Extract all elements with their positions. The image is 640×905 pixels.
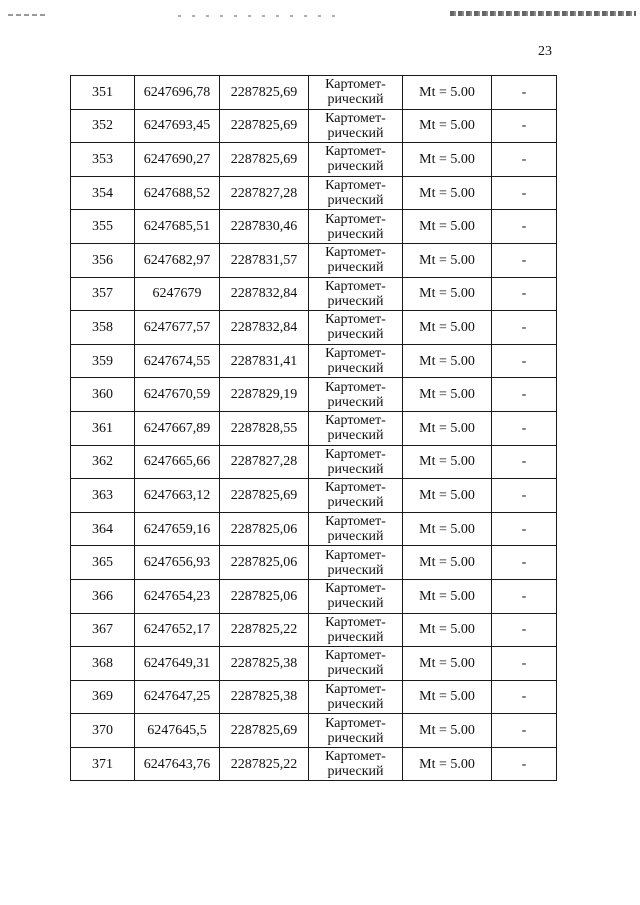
y-coordinate-cell: 2287825,69 xyxy=(220,109,309,143)
accuracy-cell: Mt = 5.00 xyxy=(403,143,492,177)
method-line-2: рический xyxy=(327,730,384,746)
method-line-1: Картомет- xyxy=(325,178,386,194)
y-coordinate-cell: 2287825,69 xyxy=(220,143,309,177)
method-line-2: рический xyxy=(327,159,384,175)
table-row xyxy=(71,411,557,445)
note-cell: - xyxy=(492,546,557,580)
method-cell xyxy=(309,546,403,580)
method-line-2: рический xyxy=(327,293,384,309)
accuracy-cell: Mt = 5.00 xyxy=(403,546,492,580)
table-row xyxy=(71,445,557,479)
y-coordinate-cell: 2287832,84 xyxy=(220,277,309,311)
method-cell xyxy=(309,378,403,412)
accuracy-cell: Mt = 5.00 xyxy=(403,714,492,748)
x-coordinate-cell: 6247663,12 xyxy=(135,479,220,513)
x-coordinate-cell: 6247647,25 xyxy=(135,680,220,714)
accuracy-cell: Mt = 5.00 xyxy=(403,479,492,513)
accuracy-cell: Mt = 5.00 xyxy=(403,647,492,681)
note-cell: - xyxy=(492,479,557,513)
method-line-2: рический xyxy=(327,260,384,276)
accuracy-cell: Mt = 5.00 xyxy=(403,76,492,110)
method-line-2: рический xyxy=(327,428,384,444)
table-row xyxy=(71,311,557,345)
point-number-cell: 354 xyxy=(71,176,135,210)
x-coordinate-cell: 6247685,51 xyxy=(135,210,220,244)
method-line-2: рический xyxy=(327,764,384,780)
point-number-cell: 363 xyxy=(71,479,135,513)
note-cell: - xyxy=(492,344,557,378)
x-coordinate-cell: 6247674,55 xyxy=(135,344,220,378)
y-coordinate-cell: 2287825,38 xyxy=(220,680,309,714)
x-coordinate-cell: 6247667,89 xyxy=(135,411,220,445)
y-coordinate-cell: 2287825,06 xyxy=(220,579,309,613)
accuracy-cell: Mt = 5.00 xyxy=(403,109,492,143)
table-row xyxy=(71,109,557,143)
table-row xyxy=(71,143,557,177)
method-cell xyxy=(309,411,403,445)
point-number-cell: 365 xyxy=(71,546,135,580)
accuracy-cell: Mt = 5.00 xyxy=(403,378,492,412)
table-row xyxy=(71,277,557,311)
note-cell: - xyxy=(492,243,557,277)
point-number-cell: 367 xyxy=(71,613,135,647)
note-cell: - xyxy=(492,445,557,479)
x-coordinate-cell: 6247654,23 xyxy=(135,579,220,613)
table-row xyxy=(71,714,557,748)
y-coordinate-cell: 2287831,41 xyxy=(220,344,309,378)
table-row xyxy=(71,747,557,781)
table-row xyxy=(71,512,557,546)
point-number-cell: 362 xyxy=(71,445,135,479)
x-coordinate-cell: 6247643,76 xyxy=(135,747,220,781)
method-line-1: Картомет- xyxy=(325,581,386,597)
note-cell: - xyxy=(492,176,557,210)
method-line-2: рический xyxy=(327,461,384,477)
note-cell: - xyxy=(492,680,557,714)
method-line-1: Картомет- xyxy=(325,547,386,563)
method-line-1: Картомет- xyxy=(325,614,386,630)
method-line-1: Картомет- xyxy=(325,480,386,496)
table-row xyxy=(71,243,557,277)
note-cell: - xyxy=(492,143,557,177)
method-line-1: Картомет- xyxy=(325,245,386,261)
method-line-1: Картомет- xyxy=(325,648,386,664)
table-row xyxy=(71,479,557,513)
point-number-cell: 356 xyxy=(71,243,135,277)
method-line-1: Картомет- xyxy=(325,413,386,429)
method-line-1: Картомет- xyxy=(325,749,386,765)
method-line-2: рический xyxy=(327,361,384,377)
accuracy-cell: Mt = 5.00 xyxy=(403,311,492,345)
coordinates-table xyxy=(70,75,557,781)
note-cell: - xyxy=(492,714,557,748)
y-coordinate-cell: 2287831,57 xyxy=(220,243,309,277)
method-line-2: рический xyxy=(327,562,384,578)
y-coordinate-cell: 2287827,28 xyxy=(220,445,309,479)
point-number-cell: 355 xyxy=(71,210,135,244)
method-line-2: рический xyxy=(327,663,384,679)
method-cell xyxy=(309,512,403,546)
table-row xyxy=(71,647,557,681)
scan-artifact-left xyxy=(8,14,48,16)
method-cell xyxy=(309,579,403,613)
scan-artifact-middle xyxy=(178,15,338,17)
point-number-cell: 360 xyxy=(71,378,135,412)
method-cell xyxy=(309,479,403,513)
x-coordinate-cell: 6247665,66 xyxy=(135,445,220,479)
x-coordinate-cell: 6247693,45 xyxy=(135,109,220,143)
method-cell xyxy=(309,277,403,311)
method-cell xyxy=(309,311,403,345)
point-number-cell: 366 xyxy=(71,579,135,613)
point-number-cell: 370 xyxy=(71,714,135,748)
method-line-2: рический xyxy=(327,92,384,108)
y-coordinate-cell: 2287827,28 xyxy=(220,176,309,210)
accuracy-cell: Mt = 5.00 xyxy=(403,344,492,378)
x-coordinate-cell: 6247682,97 xyxy=(135,243,220,277)
table-row xyxy=(71,378,557,412)
accuracy-cell: Mt = 5.00 xyxy=(403,680,492,714)
accuracy-cell: Mt = 5.00 xyxy=(403,579,492,613)
method-cell xyxy=(309,647,403,681)
method-line-1: Картомет- xyxy=(325,446,386,462)
accuracy-cell: Mt = 5.00 xyxy=(403,445,492,479)
table-row xyxy=(71,613,557,647)
method-cell xyxy=(309,176,403,210)
method-cell xyxy=(309,714,403,748)
method-line-2: рический xyxy=(327,696,384,712)
table-row xyxy=(71,579,557,613)
method-cell xyxy=(309,210,403,244)
note-cell: - xyxy=(492,76,557,110)
method-line-2: рический xyxy=(327,394,384,410)
note-cell: - xyxy=(492,747,557,781)
x-coordinate-cell: 6247645,5 xyxy=(135,714,220,748)
note-cell: - xyxy=(492,311,557,345)
x-coordinate-cell: 6247652,17 xyxy=(135,613,220,647)
point-number-cell: 364 xyxy=(71,512,135,546)
y-coordinate-cell: 2287825,22 xyxy=(220,613,309,647)
y-coordinate-cell: 2287830,46 xyxy=(220,210,309,244)
point-number-cell: 361 xyxy=(71,411,135,445)
accuracy-cell: Mt = 5.00 xyxy=(403,747,492,781)
accuracy-cell: Mt = 5.00 xyxy=(403,277,492,311)
table-row xyxy=(71,344,557,378)
scan-artifact-right xyxy=(450,11,636,16)
point-number-cell: 351 xyxy=(71,76,135,110)
table-row xyxy=(71,76,557,110)
note-cell: - xyxy=(492,579,557,613)
accuracy-cell: Mt = 5.00 xyxy=(403,512,492,546)
note-cell: - xyxy=(492,378,557,412)
note-cell: - xyxy=(492,210,557,244)
method-line-1: Картомет- xyxy=(325,379,386,395)
method-line-2: рический xyxy=(327,529,384,545)
x-coordinate-cell: 6247649,31 xyxy=(135,647,220,681)
method-cell xyxy=(309,109,403,143)
accuracy-cell: Mt = 5.00 xyxy=(403,243,492,277)
method-cell xyxy=(309,143,403,177)
method-line-1: Картомет- xyxy=(325,144,386,160)
point-number-cell: 352 xyxy=(71,109,135,143)
method-line-2: рический xyxy=(327,495,384,511)
point-number-cell: 371 xyxy=(71,747,135,781)
note-cell: - xyxy=(492,277,557,311)
x-coordinate-cell: 6247670,59 xyxy=(135,378,220,412)
method-cell xyxy=(309,445,403,479)
coordinates-table-body xyxy=(71,76,557,781)
point-number-cell: 358 xyxy=(71,311,135,345)
note-cell: - xyxy=(492,411,557,445)
x-coordinate-cell: 6247690,27 xyxy=(135,143,220,177)
x-coordinate-cell: 6247688,52 xyxy=(135,176,220,210)
method-line-1: Картомет- xyxy=(325,211,386,227)
note-cell: - xyxy=(492,613,557,647)
y-coordinate-cell: 2287825,38 xyxy=(220,647,309,681)
method-line-1: Картомет- xyxy=(325,715,386,731)
method-line-2: рический xyxy=(327,125,384,141)
point-number-cell: 353 xyxy=(71,143,135,177)
method-line-1: Картомет- xyxy=(325,514,386,530)
method-cell xyxy=(309,344,403,378)
x-coordinate-cell: 6247696,78 xyxy=(135,76,220,110)
method-cell xyxy=(309,76,403,110)
accuracy-cell: Mt = 5.00 xyxy=(403,176,492,210)
table-row xyxy=(71,210,557,244)
note-cell: - xyxy=(492,512,557,546)
y-coordinate-cell: 2287825,06 xyxy=(220,512,309,546)
point-number-cell: 368 xyxy=(71,647,135,681)
y-coordinate-cell: 2287825,69 xyxy=(220,714,309,748)
method-line-1: Картомет- xyxy=(325,77,386,93)
method-cell xyxy=(309,243,403,277)
method-cell xyxy=(309,747,403,781)
y-coordinate-cell: 2287832,84 xyxy=(220,311,309,345)
accuracy-cell: Mt = 5.00 xyxy=(403,613,492,647)
point-number-cell: 359 xyxy=(71,344,135,378)
y-coordinate-cell: 2287825,69 xyxy=(220,479,309,513)
method-line-2: рический xyxy=(327,596,384,612)
table-row xyxy=(71,680,557,714)
method-line-1: Картомет- xyxy=(325,681,386,697)
method-line-1: Картомет- xyxy=(325,278,386,294)
accuracy-cell: Mt = 5.00 xyxy=(403,210,492,244)
method-line-2: рический xyxy=(327,629,384,645)
note-cell: - xyxy=(492,109,557,143)
y-coordinate-cell: 2287828,55 xyxy=(220,411,309,445)
method-line-2: рический xyxy=(327,193,384,209)
point-number-cell: 357 xyxy=(71,277,135,311)
point-number-cell: 369 xyxy=(71,680,135,714)
x-coordinate-cell: 6247656,93 xyxy=(135,546,220,580)
page-number: 23 xyxy=(538,44,552,59)
y-coordinate-cell: 2287825,06 xyxy=(220,546,309,580)
method-line-1: Картомет- xyxy=(325,312,386,328)
x-coordinate-cell: 6247679 xyxy=(135,277,220,311)
y-coordinate-cell: 2287825,22 xyxy=(220,747,309,781)
method-line-1: Картомет- xyxy=(325,346,386,362)
table-row xyxy=(71,546,557,580)
method-line-1: Картомет- xyxy=(325,110,386,126)
accuracy-cell: Mt = 5.00 xyxy=(403,411,492,445)
x-coordinate-cell: 6247659,16 xyxy=(135,512,220,546)
method-cell xyxy=(309,680,403,714)
note-cell: - xyxy=(492,647,557,681)
method-line-2: рический xyxy=(327,226,384,242)
y-coordinate-cell: 2287825,69 xyxy=(220,76,309,110)
method-cell xyxy=(309,613,403,647)
table-row xyxy=(71,176,557,210)
method-line-2: рический xyxy=(327,327,384,343)
y-coordinate-cell: 2287829,19 xyxy=(220,378,309,412)
x-coordinate-cell: 6247677,57 xyxy=(135,311,220,345)
